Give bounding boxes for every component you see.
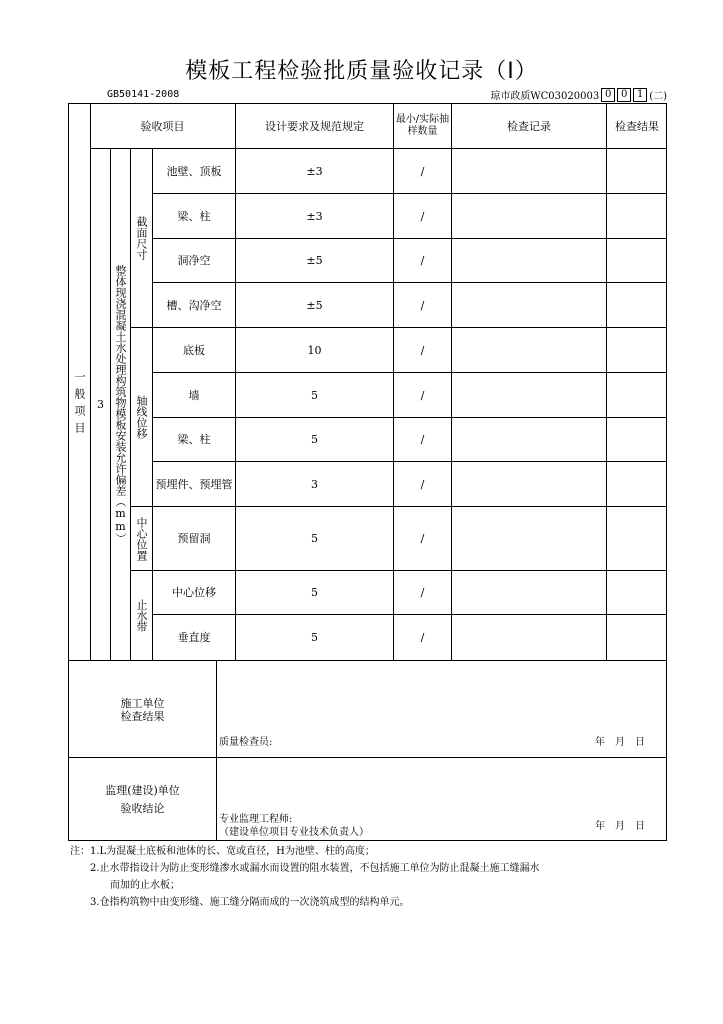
col-record: 检查记录 bbox=[507, 119, 551, 133]
row-sample: / bbox=[420, 254, 425, 267]
grid-line bbox=[606, 103, 607, 660]
form-code bbox=[490, 87, 667, 102]
row-sample: / bbox=[420, 433, 425, 446]
row-name: 梁、柱 bbox=[177, 433, 211, 446]
code-box-2: 0 bbox=[617, 88, 631, 102]
form-code-text: 琼市政质WC03020003 bbox=[490, 91, 600, 102]
note-3: 而加的止水板； bbox=[70, 880, 180, 891]
row-sample: / bbox=[420, 298, 425, 312]
row-spec: 3 bbox=[311, 477, 318, 491]
row-sample: / bbox=[420, 477, 425, 491]
supervision-date: 年 月 日 bbox=[595, 820, 645, 832]
row-spec: ±3 bbox=[306, 164, 323, 178]
supervision-engineer bbox=[219, 812, 419, 840]
item-name: 整体现浇混凝土水处理构筑物模板安装允许偏差（mm） bbox=[114, 265, 127, 544]
row-spec: 5 bbox=[311, 433, 318, 446]
engineer-label-2: （建设单位项目专业技术负责人） bbox=[219, 827, 369, 838]
row-spec: 5 bbox=[311, 631, 318, 644]
row-spec: 5 bbox=[311, 586, 318, 599]
grid-line bbox=[68, 660, 667, 661]
row-name: 预留洞 bbox=[177, 532, 211, 545]
construction-label bbox=[69, 690, 216, 730]
grid-line bbox=[68, 757, 667, 758]
grid-line bbox=[451, 103, 452, 660]
group-center: 中心位置 bbox=[135, 516, 148, 561]
row-name: 墙 bbox=[188, 388, 200, 402]
row-name: 梁、柱 bbox=[177, 209, 211, 223]
code-box-3: 1 bbox=[633, 88, 647, 102]
form-suffix: (二) bbox=[649, 91, 667, 102]
code-box-1: 0 bbox=[601, 88, 615, 102]
construction-label-2: 检查结果 bbox=[120, 710, 165, 723]
row-name: 槽、沟净空 bbox=[166, 298, 222, 312]
supervision-label-1: 监理(建设)单位 bbox=[105, 784, 180, 797]
note-1: 注：1.L为混凝土底板和池体的长、宽或直径，H为池壁、柱的高度； bbox=[70, 846, 375, 857]
row-sample: / bbox=[420, 164, 425, 178]
col-result: 检查结果 bbox=[615, 119, 659, 133]
quality-inspector: 质量检查员: bbox=[219, 736, 273, 748]
row-spec: ±3 bbox=[306, 209, 323, 223]
row-sample: / bbox=[420, 209, 425, 223]
note-4: 3.仓指构筑物中由变形缝、施工缝分隔而成的一次浇筑成型的结构单元。 bbox=[70, 897, 410, 908]
row-spec: 5 bbox=[311, 388, 318, 402]
group-waterstop: 止水带 bbox=[135, 599, 148, 632]
standard-code: GB50141-2008 bbox=[107, 89, 180, 100]
row-sample: / bbox=[420, 631, 425, 644]
row-name: 底板 bbox=[183, 343, 205, 357]
supervision-label-2: 验收结论 bbox=[120, 802, 165, 815]
note-2: 2.止水带指设计为防止变形缝渗水或漏水而设置的阻水装置，不包括施工单位为防止混凝土施工缝漏水 bbox=[70, 863, 540, 874]
construction-date: 年 月 日 bbox=[595, 736, 645, 748]
row-name: 中心位移 bbox=[172, 586, 216, 599]
notes bbox=[70, 843, 540, 911]
row-name: 洞净空 bbox=[177, 254, 211, 267]
page-title: 模板工程检验批质量验收记录（Ⅰ） bbox=[185, 59, 538, 84]
group-axis: 轴线位移 bbox=[135, 395, 148, 439]
row-sample: / bbox=[420, 532, 425, 545]
item-number: 3 bbox=[97, 398, 104, 411]
grid-line bbox=[216, 660, 217, 840]
row-spec: ±5 bbox=[306, 254, 323, 267]
col-design: 设计要求及规范规定 bbox=[265, 119, 364, 133]
row-spec: 10 bbox=[307, 343, 322, 357]
row-sample: / bbox=[420, 586, 425, 599]
row-name: 预埋件、预埋管 bbox=[155, 477, 233, 491]
general-label: 一般项目 bbox=[73, 370, 86, 439]
col-sample: 最小/实际抽样数量 bbox=[395, 114, 450, 137]
group-section: 截面尺寸 bbox=[135, 216, 148, 260]
row-spec: ±5 bbox=[306, 298, 323, 312]
row-sample: / bbox=[420, 343, 425, 357]
row-name: 池壁、顶板 bbox=[166, 164, 222, 178]
engineer-label-1: 专业监理工程师: bbox=[219, 814, 293, 825]
col-item: 验收项目 bbox=[140, 119, 185, 133]
row-spec: 5 bbox=[311, 532, 318, 545]
row-sample: / bbox=[420, 388, 425, 402]
row-name: 垂直度 bbox=[177, 631, 211, 644]
construction-label-1: 施工单位 bbox=[120, 697, 165, 710]
supervision-label bbox=[69, 780, 216, 820]
